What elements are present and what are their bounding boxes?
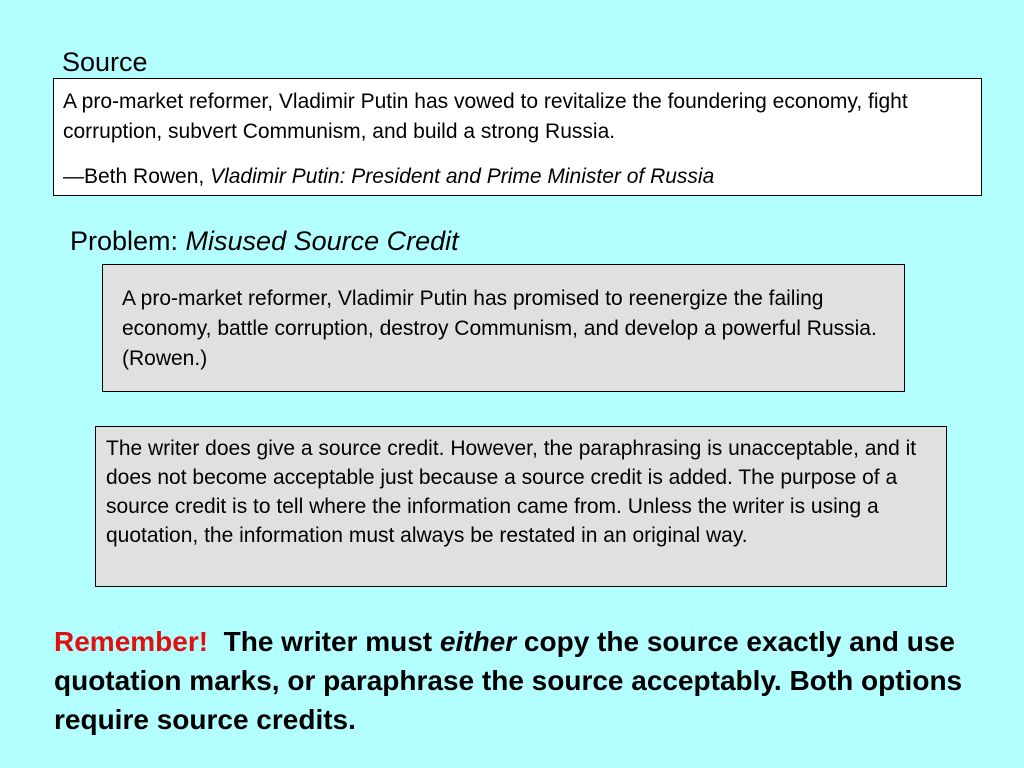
remember-emphasis: either bbox=[439, 626, 517, 657]
remember-text-end: copy the source exactly and use quotation marks, or paraphrase the source acceptably. Both options require source credits. bbox=[54, 626, 963, 735]
problem-heading bbox=[70, 225, 459, 257]
source-quote: A pro-market reformer, Vladimir Putin has vowed to revitalize the foundering economy, fight corruption, subvert Communism, and build a strong Russia. bbox=[63, 90, 908, 143]
remember-note bbox=[54, 622, 984, 739]
attribution-author: —Beth Rowen, bbox=[63, 165, 211, 188]
problem-name: Misused Source Credit bbox=[185, 226, 459, 256]
attribution-title: Vladimir Putin: President and Prime Minister of Russia bbox=[210, 165, 715, 188]
problem-label: Problem: bbox=[70, 226, 186, 256]
explanation-text: The writer does give a source credit. However, the paraphrasing is unacceptable, and it does not become acceptable just because a source credit is added. The purpose of a source credit is to tell where the information came from. Unless the writer is using a quotation, the information must always be restated in an original way. bbox=[106, 437, 917, 547]
student-example-box bbox=[102, 264, 905, 392]
student-example-text: A pro-market reformer, Vladimir Putin has promised to reenergize the failing economy, battle corruption, destroy Communism, and develop a powerful Russia. (Rowen.) bbox=[122, 287, 877, 370]
source-attribution bbox=[63, 162, 971, 192]
remember-label: Remember! bbox=[54, 626, 209, 657]
source-heading: Source bbox=[62, 47, 148, 77]
remember-text-start: The writer must bbox=[208, 626, 440, 657]
explanation-box bbox=[95, 426, 947, 587]
source-box bbox=[53, 78, 982, 196]
